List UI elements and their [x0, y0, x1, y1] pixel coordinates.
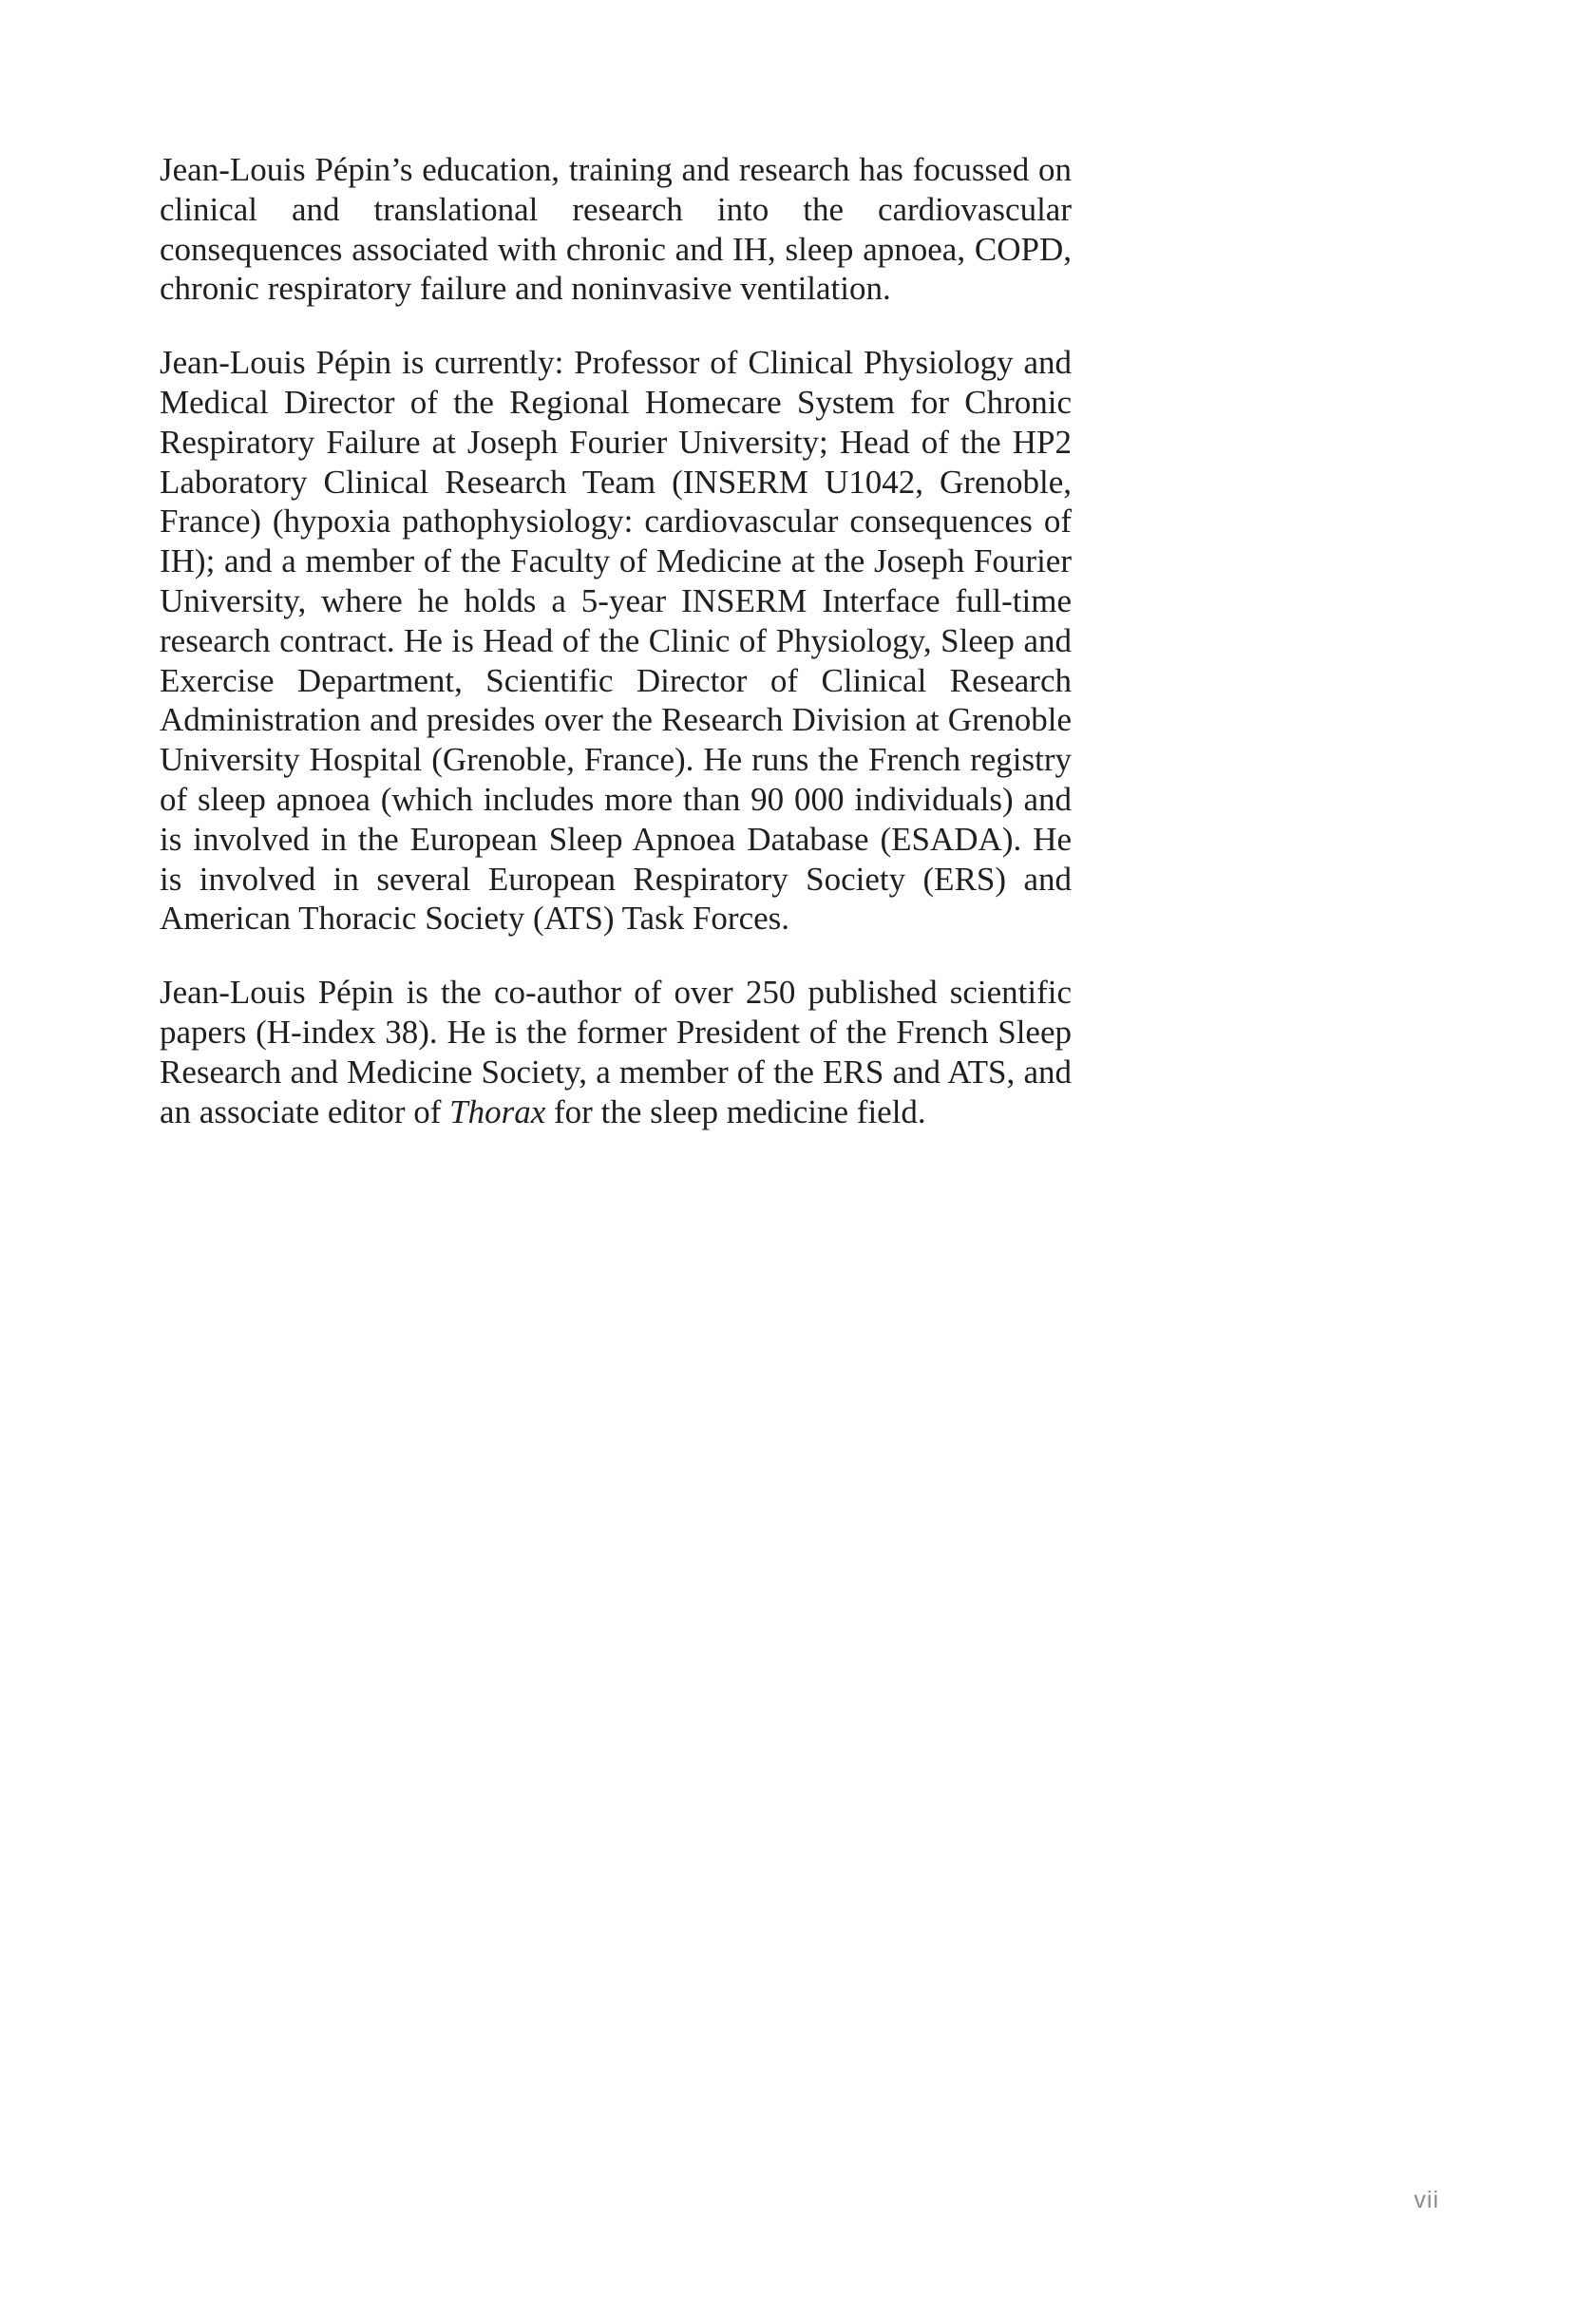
page-number: vii	[1414, 2187, 1439, 2213]
paragraph-publications-text-start: Jean-Louis Pépin is the co-author of over 250 published scientific papers (H-index 38). He is the former President of the French Sleep Research and Medicine Society, a member of the ERS and ATS, and an associate editor of	[160, 974, 1072, 1130]
paragraph-publications	[160, 973, 1072, 1131]
paragraph-publications-text-end: for the sleep medicine field.	[545, 1092, 926, 1130]
paragraph-current-positions: Jean-Louis Pépin is currently: Professor of Clinical Physiology and Medical Director of the Regional Homecare System for Chronic Respiratory Failure at Joseph Fourier University; Head of the HP2 Laboratory Clinical Research Team (INSERM U1042, Grenoble, France) (hypoxia pathophysiology: cardiovascular consequences of IH); and a member of the Faculty of Medicine at the Joseph Fourier University, where he holds a 5-year INSERM Interface full-time research contract. He is Head of the Clinic of Physiology, Sleep and Exercise Department, Scientific Director of Clinical Research Administration and presides over the Research Division at Grenoble University Hospital (Grenoble, France). He runs the French registry of sleep apnoea (which includes more than 90 000 individuals) and is involved in the European Sleep Apnoea Database (ESADA). He is involved in several European Respiratory Society (ERS) and American Thoracic Society (ATS) Task Forces.	[160, 344, 1072, 938]
journal-title: Thorax	[449, 1092, 546, 1130]
paragraph-education: Jean-Louis Pépin’s education, training and research has focussed on clinical and translational research into the cardiovascular consequences associated with chronic and IH, sleep apnoea, COPD, chronic respiratory failure and noninvasive ventilation.	[160, 151, 1072, 308]
body-text	[160, 150, 1072, 1131]
